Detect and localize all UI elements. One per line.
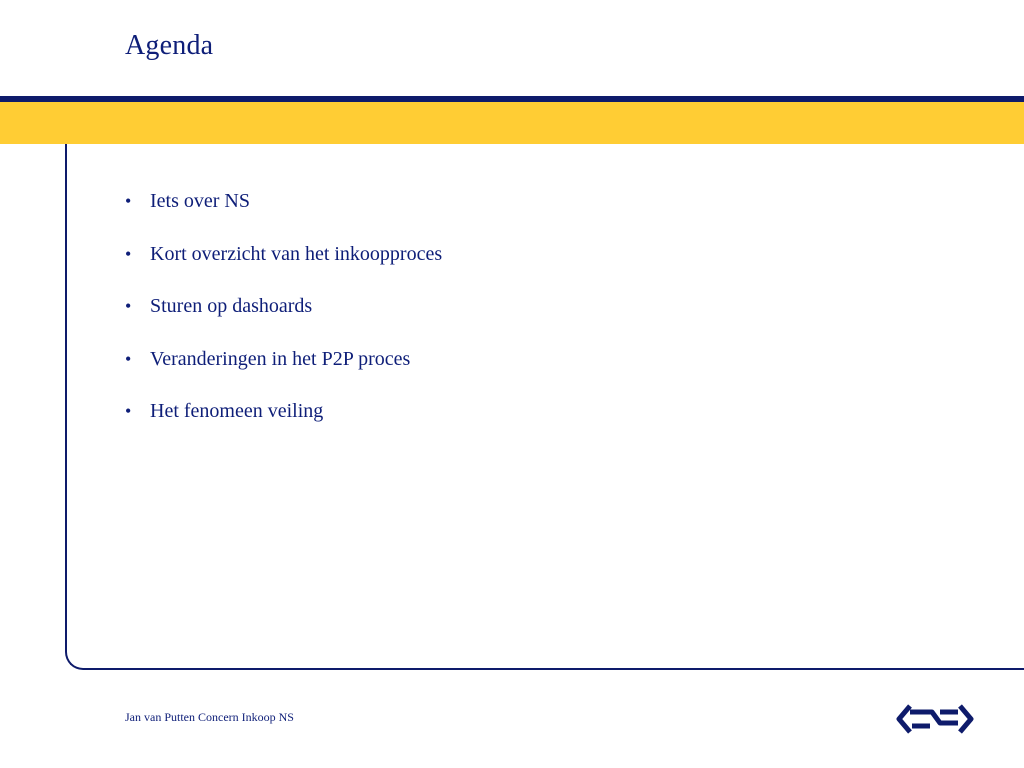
agenda-item-text: Veranderingen in het P2P proces xyxy=(150,347,411,370)
agenda-item xyxy=(125,396,442,449)
agenda-item xyxy=(125,344,442,397)
header-yellow-band xyxy=(0,102,1024,144)
bullet: • xyxy=(125,243,132,264)
agenda-item-text: Kort overzicht van het inkoopproces xyxy=(150,242,443,265)
agenda-item xyxy=(125,239,442,292)
agenda-item-text: Het fenomeen veiling xyxy=(150,400,324,422)
agenda-item-text: Iets over NS xyxy=(150,190,250,212)
agenda-item-text: Sturen op dashoards xyxy=(150,295,313,317)
ns-logo-icon xyxy=(896,703,974,735)
footer-author: Jan van Putten Concern Inkoop NS xyxy=(125,710,294,724)
agenda-item xyxy=(125,186,442,239)
bullet: • xyxy=(125,191,132,211)
slide-title: Agenda xyxy=(125,30,214,61)
bullet: • xyxy=(125,348,132,369)
bullet: • xyxy=(125,296,132,316)
agenda-list xyxy=(125,186,442,449)
bullet: • xyxy=(125,401,132,421)
agenda-item xyxy=(125,291,442,344)
